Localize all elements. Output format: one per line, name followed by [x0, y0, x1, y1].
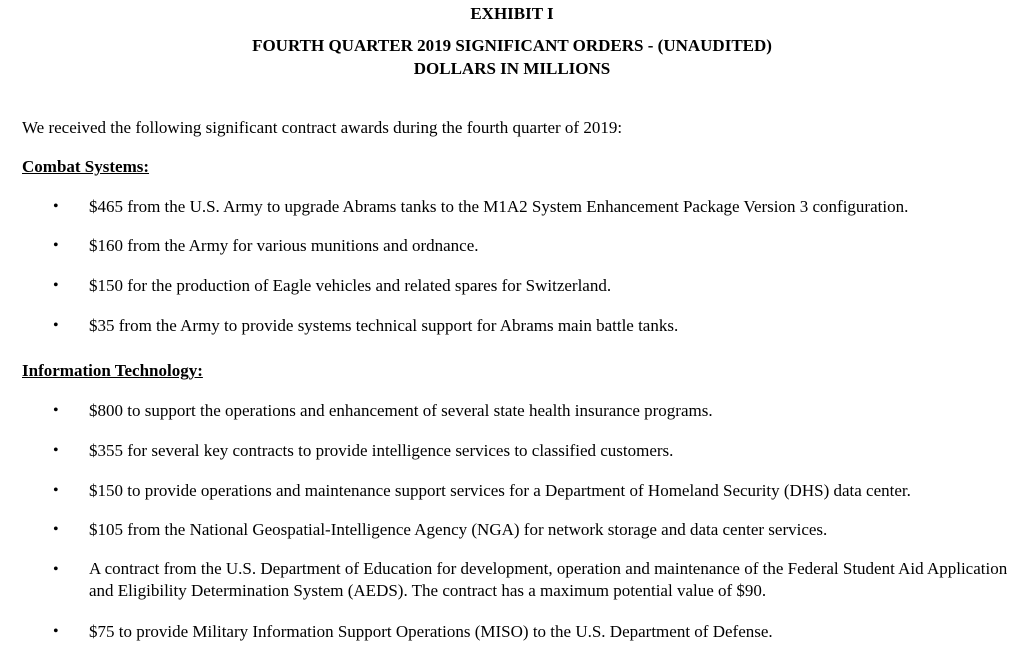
bullet-icon: •: [53, 402, 59, 419]
units-subtitle: DOLLARS IN MILLIONS: [413, 59, 611, 78]
bullet-icon: •: [53, 198, 59, 215]
section-title-information-technology: Information Technology:: [22, 361, 203, 380]
list-item: $465 from the U.S. Army to upgrade Abrams tanks to the M1A2 System Enhancement Package Version 3 configuration.: [89, 197, 909, 216]
list-item: $150 to provide operations and maintenance support services for a Department of Homeland Security (DHS) data center.: [89, 481, 911, 500]
bullet-icon: •: [53, 561, 59, 578]
list-item: $150 for the production of Eagle vehicles and related spares for Switzerland.: [89, 276, 612, 295]
bullet-icon: •: [53, 521, 59, 538]
report-title: FOURTH QUARTER 2019 SIGNIFICANT ORDERS - (UNAUDITED): [252, 36, 772, 55]
list-item: $35 from the Army to provide systems technical support for Abrams main battle tanks.: [89, 316, 679, 335]
list-item: $355 for several key contracts to provide intelligence services to classified customers.: [89, 441, 674, 460]
list-item: $105 from the National Geospatial-Intelligence Agency (NGA) for network storage and data center services.: [89, 520, 828, 539]
exhibit-title: EXHIBIT I: [470, 4, 554, 23]
bullet-icon: •: [53, 442, 59, 459]
list-item: $160 from the Army for various munitions and ordnance.: [89, 236, 479, 255]
section-title-combat-systems: Combat Systems:: [22, 157, 150, 176]
bullet-icon: •: [53, 237, 59, 254]
bullet-icon: •: [53, 317, 59, 334]
bullet-icon: •: [53, 623, 59, 640]
bullet-icon: •: [53, 277, 59, 294]
intro-paragraph: We received the following significant contract awards during the fourth quarter of 2019:: [22, 118, 623, 137]
list-item: A contract from the U.S. Department of Education for development, operation and maintenance of the Federal Student Aid Application and Eligibility Determination System (AEDS). The contract has a maximum potential value of $90.: [89, 559, 1008, 600]
bullet-icon: •: [53, 482, 59, 499]
list-item: $75 to provide Military Information Support Operations (MISO) to the U.S. Department of Defense.: [89, 622, 773, 641]
list-item: $800 to support the operations and enhancement of several state health insurance programs.: [89, 401, 713, 420]
